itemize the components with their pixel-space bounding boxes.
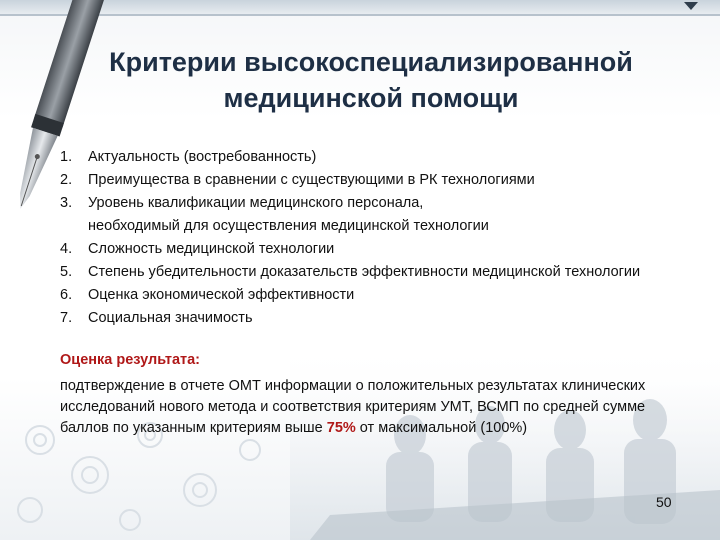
list-item-number: 6. (60, 287, 73, 303)
list-item-number: 4. (60, 241, 73, 257)
list-item-number: 7. (60, 310, 73, 326)
result-paragraph (60, 376, 680, 439)
list-item (60, 307, 710, 330)
result-text-after: от максимальной (100%) (355, 420, 528, 436)
list-item (60, 146, 710, 169)
list-item-text-continued: необходимый для осуществления медицинской технологии (88, 218, 489, 234)
list-item (60, 192, 710, 238)
result-threshold-highlight: 75% (326, 420, 356, 436)
list-item-number: 1. (60, 149, 73, 165)
title-line-2: медицинской помощи (223, 83, 519, 113)
list-item-text: Степень убедительности доказательств эффективности медицинской технологии (88, 264, 641, 280)
background-meeting-photo (290, 340, 720, 540)
result-text-before: подтверждение в отчете ОМТ информации о положительных результатах клинических исследований нового метода и соответствия критериям УМТ, ВСМП по средней сумме баллов по указанным критериям выше (60, 378, 646, 436)
list-item-text: Оценка экономической эффективности (88, 287, 355, 303)
list-item-number: 5. (60, 264, 73, 280)
list-item (60, 261, 710, 284)
list-item-text: Сложность медицинской технологии (88, 241, 335, 257)
page-number: 50 (656, 494, 672, 510)
list-item-text: Актуальность (востребованность) (88, 149, 317, 165)
list-item (60, 169, 710, 192)
list-item-number: 3. (60, 195, 73, 211)
list-item (60, 238, 710, 261)
title-line-1: Критерии высокоспециализированной (109, 47, 633, 77)
corner-arrow-icon (684, 2, 698, 10)
list-item-text: Социальная значимость (88, 310, 253, 326)
page-title (86, 44, 656, 116)
criteria-list (60, 146, 710, 330)
list-item (60, 284, 710, 307)
result-heading: Оценка результата: (60, 352, 201, 368)
list-item-text: Преимущества в сравнении с существующими в РК технологиями (88, 172, 535, 188)
list-item-text: Уровень квалификации медицинского персонала, (88, 195, 424, 211)
list-item-number: 2. (60, 172, 73, 188)
